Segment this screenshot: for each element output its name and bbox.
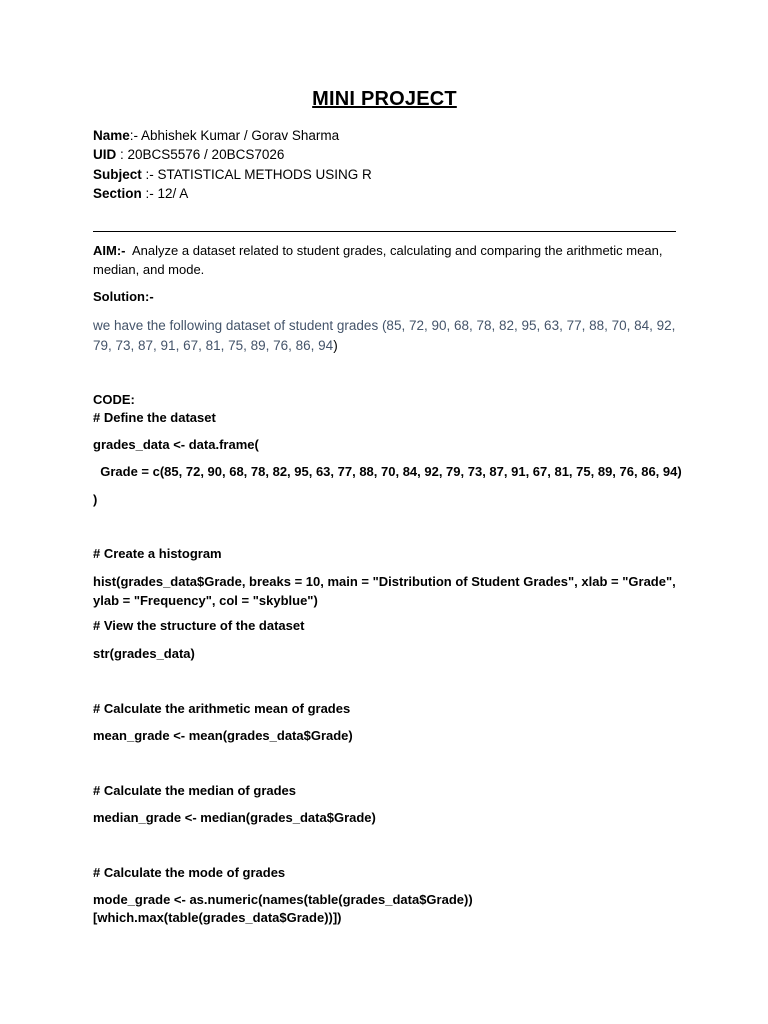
dataset-close-paren: ) — [333, 337, 338, 353]
code-line-median: median_grade <- median(grades_data$Grade) — [93, 810, 376, 825]
horizontal-divider — [93, 231, 676, 232]
code-comment-mean: # Calculate the arithmetic mean of grades — [93, 701, 351, 716]
code-line-histogram: hist(grades_data$Grade, breaks = 10, main = "Distribution of Student Grades", xlab = "Grade", ylab = "Frequency", col = "skyblue") — [93, 574, 676, 608]
document-title: MINI PROJECT — [312, 88, 457, 110]
student-info — [93, 126, 372, 203]
section-line — [93, 184, 372, 203]
dataset-text: we have the following dataset of student grades (85, 72, 90, 68, 78, 82, 95, 63, 77, 88, 70, 84, 92, 79, 73, 87, 91, 67, 81, 75, 89, 76, 86, 94 — [93, 318, 676, 353]
aim-paragraph — [93, 242, 676, 279]
name-line — [93, 126, 372, 145]
dataset-paragraph — [93, 316, 676, 355]
uid-label: UID — [93, 147, 117, 163]
code-line-mode-continued: [which.max(table(grades_data$Grade))]) — [93, 910, 342, 925]
solution-label: Solution:- — [93, 289, 154, 304]
section-label: Section — [93, 185, 142, 201]
code-line-frame-close: ) — [93, 492, 98, 507]
name-label: Name — [93, 128, 130, 143]
aim-text: Analyze a dataset related to student grades, calculating and comparing the arithmetic mean, median, and mode. — [93, 243, 667, 277]
code-comment-histogram: # Create a histogram — [93, 546, 222, 561]
uid-value: : 20BCS5576 / 20BCS7026 — [116, 147, 285, 163]
code-line-mode: mode_grade <- as.numeric(names(table(grades_data$Grade)) — [93, 892, 473, 907]
code-comment-median: # Calculate the median of grades — [93, 783, 297, 798]
code-label: CODE: — [93, 392, 135, 407]
subject-label: Subject — [93, 166, 142, 182]
code-comment-mode: # Calculate the mode of grades — [93, 865, 286, 880]
code-line-mean: mean_grade <- mean(grades_data$Grade) — [93, 728, 353, 743]
uid-line — [93, 145, 372, 164]
subject-value: :- STATISTICAL METHODS USING R — [141, 166, 372, 182]
aim-label: AIM:- — [93, 243, 126, 258]
code-line-frame-open: grades_data <- data.frame( — [93, 437, 259, 452]
code-comment-structure: # View the structure of the dataset — [93, 618, 305, 633]
code-line-structure: str(grades_data) — [93, 646, 195, 661]
name-value: :- Abhishek Kumar / Gorav Sharma — [129, 128, 340, 143]
code-comment-define: # Define the dataset — [93, 410, 216, 425]
section-value: :- 12/ A — [141, 185, 189, 201]
code-line-grade-vector: Grade = c(85, 72, 90, 68, 78, 82, 95, 63, 77, 88, 70, 84, 92, 79, 73, 87, 91, 67, 81, 75, 89, 76, 86, 94) — [93, 464, 682, 479]
subject-line — [93, 165, 372, 184]
